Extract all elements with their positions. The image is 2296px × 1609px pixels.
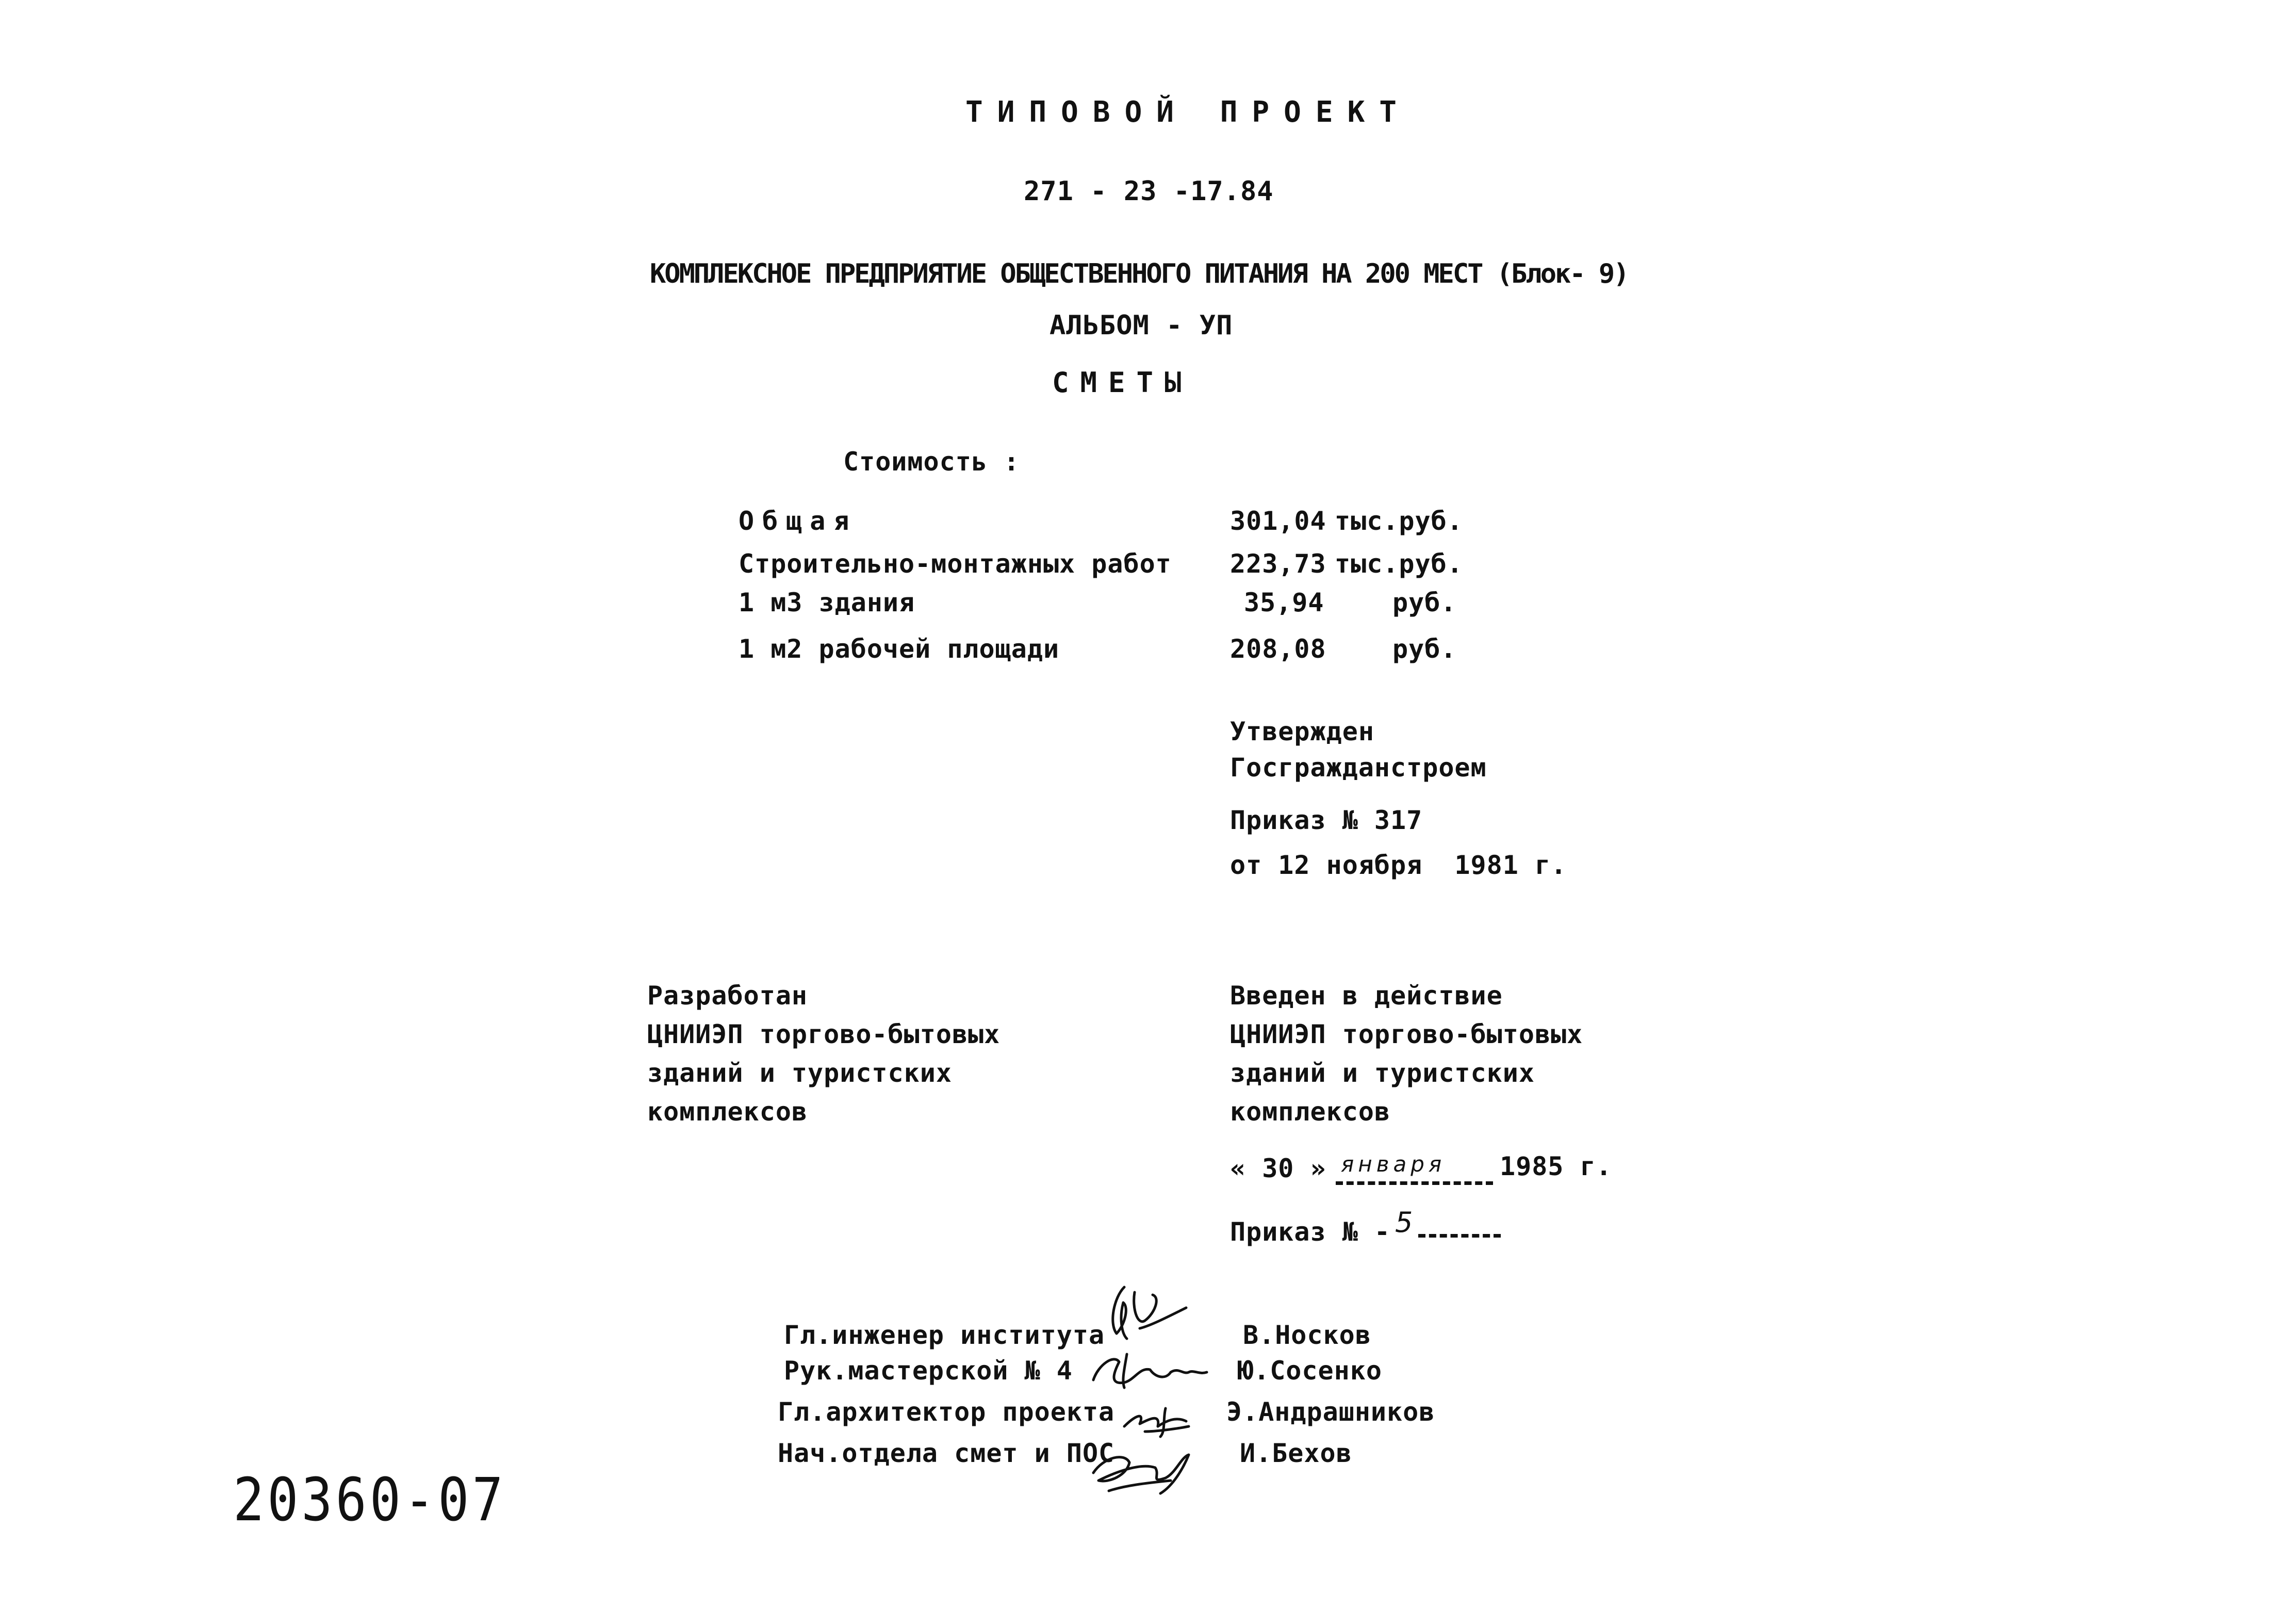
cost-unit-total: тыс.руб. — [1335, 506, 1463, 536]
cost-label-total: Общая — [739, 506, 858, 536]
section-title: СМЕТЫ — [1052, 366, 1193, 399]
signatory-role-2: Рук.мастерской № 4 — [784, 1356, 1073, 1386]
project-number: 271 - 23 -17.84 — [1024, 176, 1274, 207]
date-underline — [1336, 1181, 1493, 1185]
signatory-name-3: Э.Андрашников — [1226, 1397, 1435, 1427]
developed-org-1: ЦНИИЭП торгово-бытовых — [647, 1019, 1001, 1049]
project-name: КОМПЛЕКСНОЕ ПРЕДПРИЯТИЕ ОБЩЕСТВЕННОГО ПИТАНИЯ НА 200 МЕСТ (Блок- 9) — [650, 258, 1628, 289]
approval-date: от 12 ноября 1981 г. — [1230, 850, 1567, 880]
cost-value-construction: 223,73 — [1230, 549, 1326, 579]
enacted-org-1: ЦНИИЭП торгово-бытовых — [1230, 1019, 1583, 1049]
enacted-org-2: зданий и туристских — [1230, 1058, 1535, 1088]
developed-org-3: комплексов — [647, 1097, 808, 1127]
approved-by: Госгражданстроем — [1230, 753, 1487, 783]
signatory-role-4: Нач.отдела смет и ПОС — [778, 1438, 1115, 1468]
enacted-date-month-handwritten: января — [1341, 1151, 1446, 1177]
cost-unit-area: руб. — [1392, 634, 1457, 664]
enacted-order-number-handwritten: 5 — [1395, 1206, 1417, 1239]
signature-marks — [1078, 1277, 1233, 1499]
developed-org-2: зданий и туристских — [647, 1058, 952, 1088]
signatory-name-2: Ю.Сосенко — [1238, 1356, 1382, 1386]
cost-value-volume: 35,94 — [1244, 588, 1324, 617]
album-label: АЛЬБОМ - УП — [1049, 310, 1233, 341]
enacted-label: Введен в действие — [1230, 981, 1503, 1011]
cost-label-construction: Строительно-монтажных работ — [739, 549, 1172, 579]
cost-label-volume: 1 м3 здания — [739, 588, 915, 617]
approved-label: Утвержден — [1230, 717, 1374, 746]
signatory-name-1: В.Носков — [1243, 1320, 1371, 1350]
enacted-date-year: 1985 г. — [1500, 1151, 1612, 1181]
document-title: ТИПОВОЙ ПРОЕКТ — [965, 95, 1412, 129]
cost-unit-construction: тыс.руб. — [1335, 549, 1463, 579]
signatory-role-1: Гл.инженер института — [784, 1320, 1105, 1350]
signatory-role-3: Гл.архитектор проекта — [778, 1397, 1115, 1427]
enacted-org-3: комплексов — [1230, 1097, 1391, 1127]
archive-number: 20360-07 — [233, 1465, 506, 1535]
signatory-name-4: И.Бехов — [1240, 1438, 1352, 1468]
cost-value-area: 208,08 — [1230, 634, 1326, 664]
approval-order: Приказ № 317 — [1230, 805, 1423, 835]
order-underline — [1418, 1234, 1501, 1238]
cost-unit-volume: руб. — [1392, 588, 1457, 617]
developed-label: Разработан — [647, 981, 808, 1011]
cost-label-area: 1 м2 рабочей площади — [739, 634, 1060, 664]
enacted-order-label: Приказ № - — [1230, 1217, 1391, 1247]
enacted-date-day: « 30 » — [1230, 1153, 1326, 1183]
cost-heading: Стоимость : — [843, 447, 1020, 477]
cost-value-total: 301,04 — [1230, 506, 1326, 536]
